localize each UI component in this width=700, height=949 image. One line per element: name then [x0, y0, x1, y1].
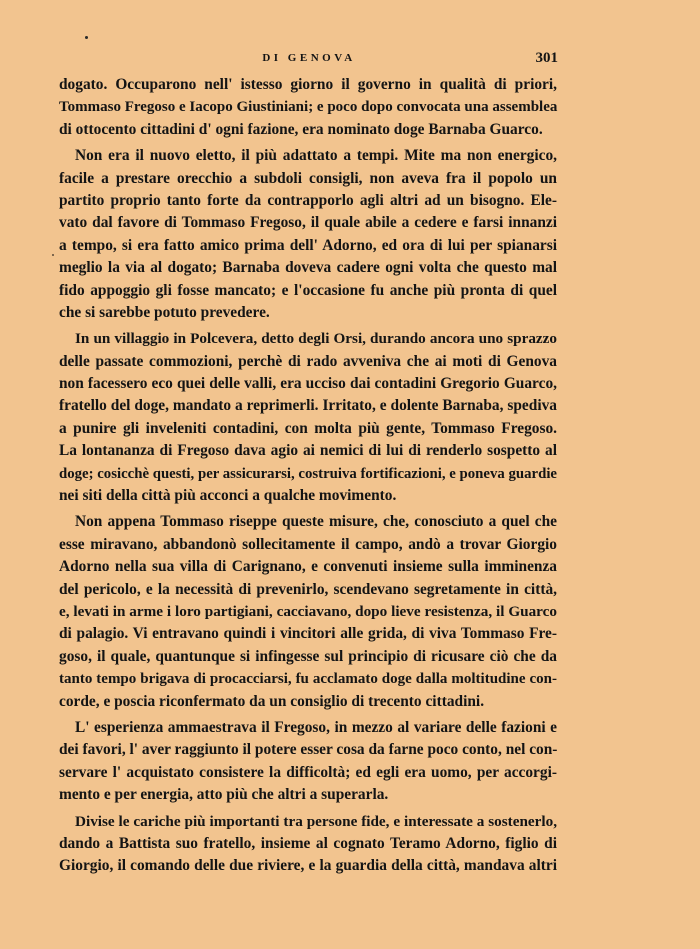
text-line: delle passate commozioni, perchè di rado avveniva che ai moti di Genova: [59, 352, 557, 370]
text-line: di palagio. Vi entravano quindi i vincitori alle grida, di viva Tommaso Fre-: [59, 625, 557, 643]
text-line: a punire gli inveleniti contadini, con molta più gente, Tommaso Fregoso.: [59, 419, 557, 437]
text-line: Non era il nuovo eletto, il più adattato a tempi. Mite ma non energico,: [75, 147, 557, 165]
text-line: dei favori, l' aver raggiunto il potere esser cosa da farne poco conto, nel con-: [59, 741, 558, 759]
text-line: doge; cosicchè questi, per assicurarsi, costruiva fortificazioni, e poneva guardie: [59, 465, 557, 482]
text-line: Tommaso Fregoso e Iacopo Giustiniani; e poco dopo convocata una assemblea: [59, 99, 558, 116]
text-line: Adorno nella sua villa di Carignano, e convenuti insieme sulla imminenza: [59, 558, 557, 576]
text-line: corde, e poscia riconfermato da un consiglio di trecento cittadini.: [59, 692, 485, 710]
text-line: La lontananza di Fregoso dava agio ai nemici di lui di renderlo sospetto al: [59, 442, 557, 460]
text-line: servare l' acquistato consistere la difficoltà; ed egli era uomo, per accorgi-: [59, 763, 557, 781]
text-line: dando a Battista suo fratello, insieme al cognato Teramo Adorno, figlio di: [59, 834, 557, 852]
text-line: a tempo, si era fatto amico prima dell' Adorno, ed ora di lui per spianarsi: [59, 236, 557, 254]
paragraph: [59, 145, 557, 324]
text-line: che si sarebbe potuto prevedere.: [59, 303, 270, 321]
text-line: Non appena Tommaso riseppe queste misure, che, conosciuto a quel che: [75, 513, 557, 531]
text-line: dogato. Occuparono nell' istesso giorno il governo in qualità di priori,: [59, 76, 557, 93]
paragraph: [59, 74, 557, 141]
text-line: goso, il quale, quantunque si infingesse sul principio di ricusare ciò che da: [59, 647, 557, 665]
running-head: [60, 50, 558, 72]
text-line: esse miravano, abbandonò sollecitamente il campo, andò a trovar Giorgio: [59, 535, 557, 553]
paragraph: [59, 717, 557, 807]
body-text: [59, 74, 557, 878]
text-line: fratello del doge, mandato a reprimerli. Irritato, e dolente Barnaba, spediva: [59, 397, 557, 415]
text-line: tanto tempo brigava di procacciarsi, fu acclamato doge dalla moltitudine con-: [59, 671, 557, 688]
text-line: L' esperienza ammaestrava il Fregoso, in mezzo al variare delle fazioni e: [75, 718, 557, 736]
page-number: 301: [535, 50, 558, 66]
text-line: del pericolo, e la necessità di prevenirlo, scendevano segretamente in città,: [59, 580, 557, 598]
ink-speck: [52, 254, 54, 256]
text-line: Divise le cariche più importanti tra persone fide, e interessate a sostenerlo,: [75, 812, 557, 830]
text-line: nei siti della città più acconci a qualche movimento.: [59, 487, 397, 505]
text-line: mento e per energia, atto più che altri a superarla.: [59, 786, 389, 804]
text-line: In un villaggio in Polcevera, detto degli Orsi, durando ancora uno sprazzo: [75, 330, 557, 348]
text-line: partito proprio tanto forte da contrapporlo agli altri ad un bisogno. Ele-: [59, 191, 557, 209]
running-head-title: DI GENOVA: [262, 52, 356, 64]
text-line: e, levati in arme i loro partigiani, cacciavano, dopo lieve resistenza, il Guarco: [59, 602, 557, 620]
text-line: facile a prestare orecchio a subdoli consigli, non aveva fra il popolo un: [59, 169, 557, 187]
text-line: di ottocento cittadini d' ogni fazione, era nominato doge Barnaba Guarco.: [59, 120, 543, 138]
text-line: Giorgio, il comando delle due riviere, e la guardia della città, mandava altri: [59, 857, 557, 875]
text-line: fido appoggio gli fosse mancato; e l'occasione fu anche più pronta di quel: [59, 281, 557, 299]
paragraph: [59, 511, 557, 713]
paragraph: [59, 811, 557, 878]
text-line: non facessero eco quei delle valli, era ucciso dai contadini Gregorio Guarco,: [59, 375, 557, 393]
ink-speck: [85, 36, 88, 39]
text-line: vato dal favore di Tommaso Fregoso, il quale abile a cedere e farsi innanzi: [59, 214, 557, 232]
paragraph: [59, 328, 557, 507]
text-line: meglio la via al dogato; Barnaba doveva cadere ogni volta che questo mal: [59, 259, 557, 277]
